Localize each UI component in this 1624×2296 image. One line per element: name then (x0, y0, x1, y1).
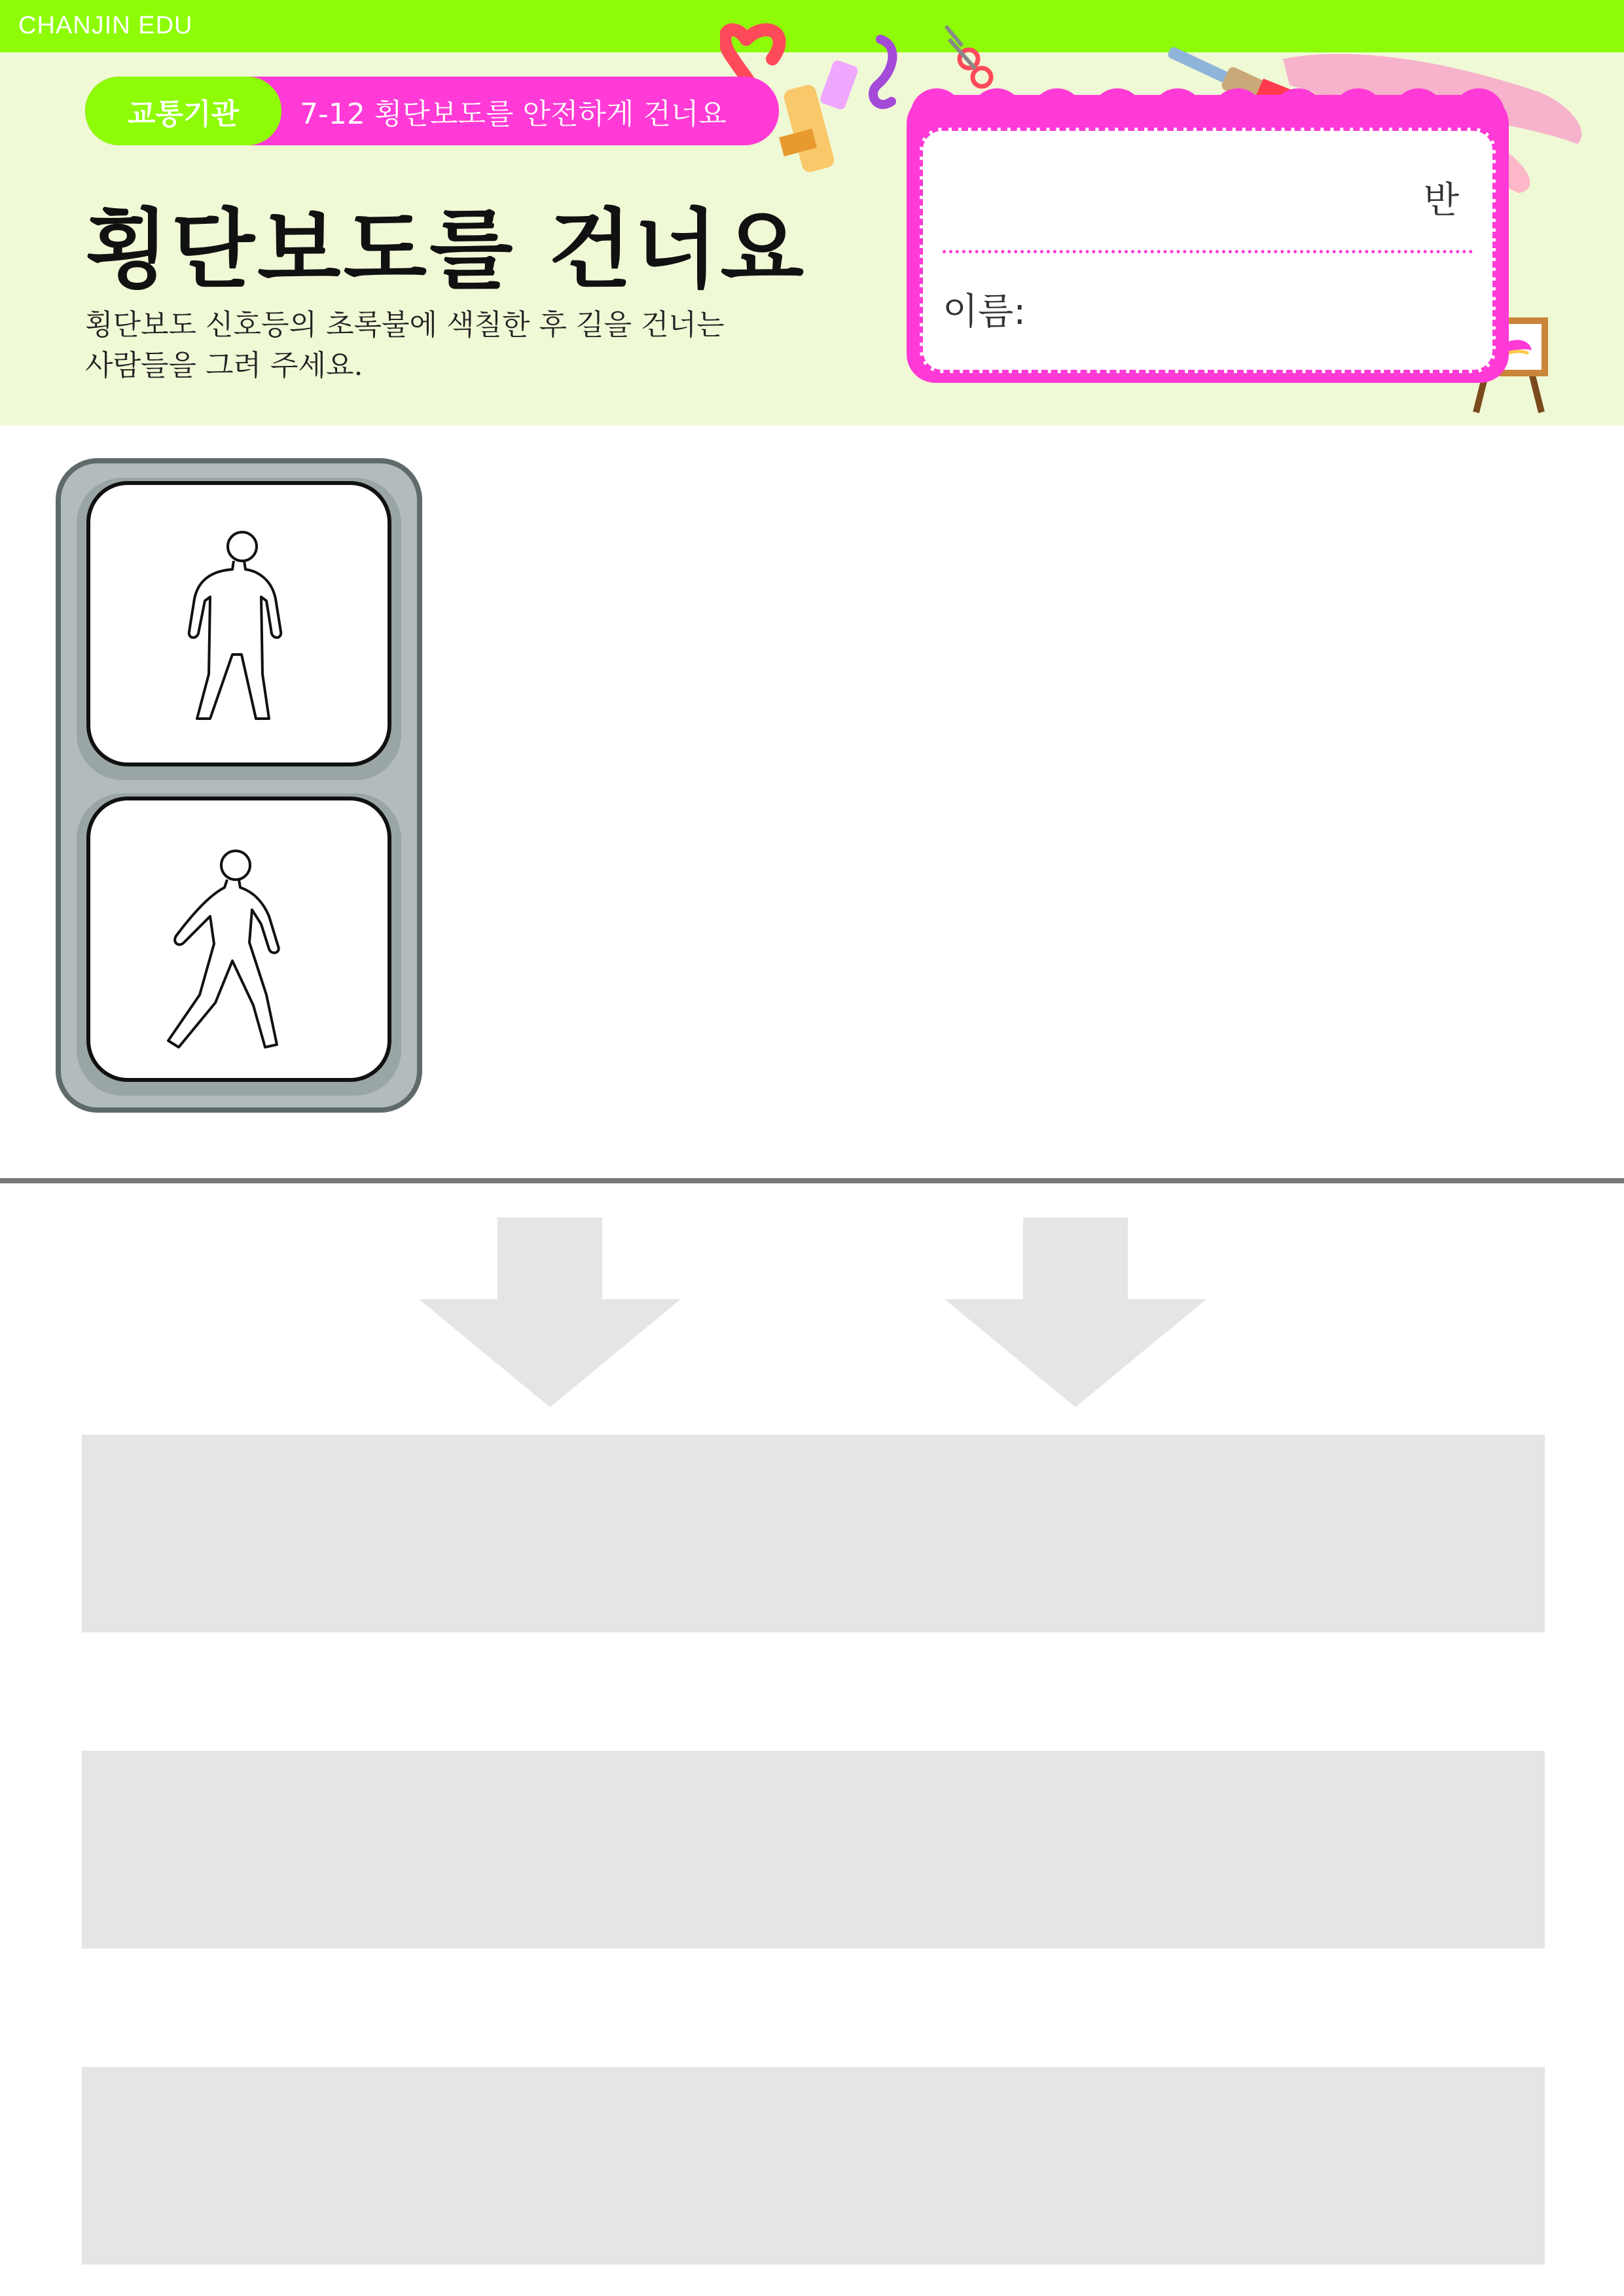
section-divider (0, 1178, 1624, 1183)
class-label: 반 (1424, 179, 1460, 222)
page-title: 횡단보도를 건너요 (85, 200, 807, 300)
lesson-title: 7-12 횡단보도를 안전하게 건너요 (300, 97, 727, 131)
down-arrows (0, 1217, 1624, 1414)
instructions (85, 305, 805, 386)
scissors-icon (946, 26, 991, 86)
brand-label: CHANJIN EDU (18, 12, 193, 39)
crosswalk-stripe (82, 1751, 1545, 1948)
pedestrian-signal (56, 458, 422, 1113)
signal-light-bottom[interactable] (88, 798, 389, 1080)
down-arrow-icon (419, 1217, 681, 1407)
instruction-line: 사람들을 그려 주세요. (85, 349, 363, 382)
name-label: 이름: (943, 291, 1026, 333)
name-card-scallop (907, 82, 1509, 121)
signal-light-top[interactable] (88, 483, 389, 764)
name-card-divider (943, 250, 1473, 253)
category-badge: 교통기관 (85, 77, 281, 145)
instruction-line: 횡단보도 신호등의 초록불에 색칠한 후 길을 건너는 (85, 308, 725, 342)
down-arrow-icon (945, 1217, 1206, 1407)
crosswalk-stripe (82, 2067, 1545, 2265)
crosswalk-stripe (82, 1435, 1545, 1632)
